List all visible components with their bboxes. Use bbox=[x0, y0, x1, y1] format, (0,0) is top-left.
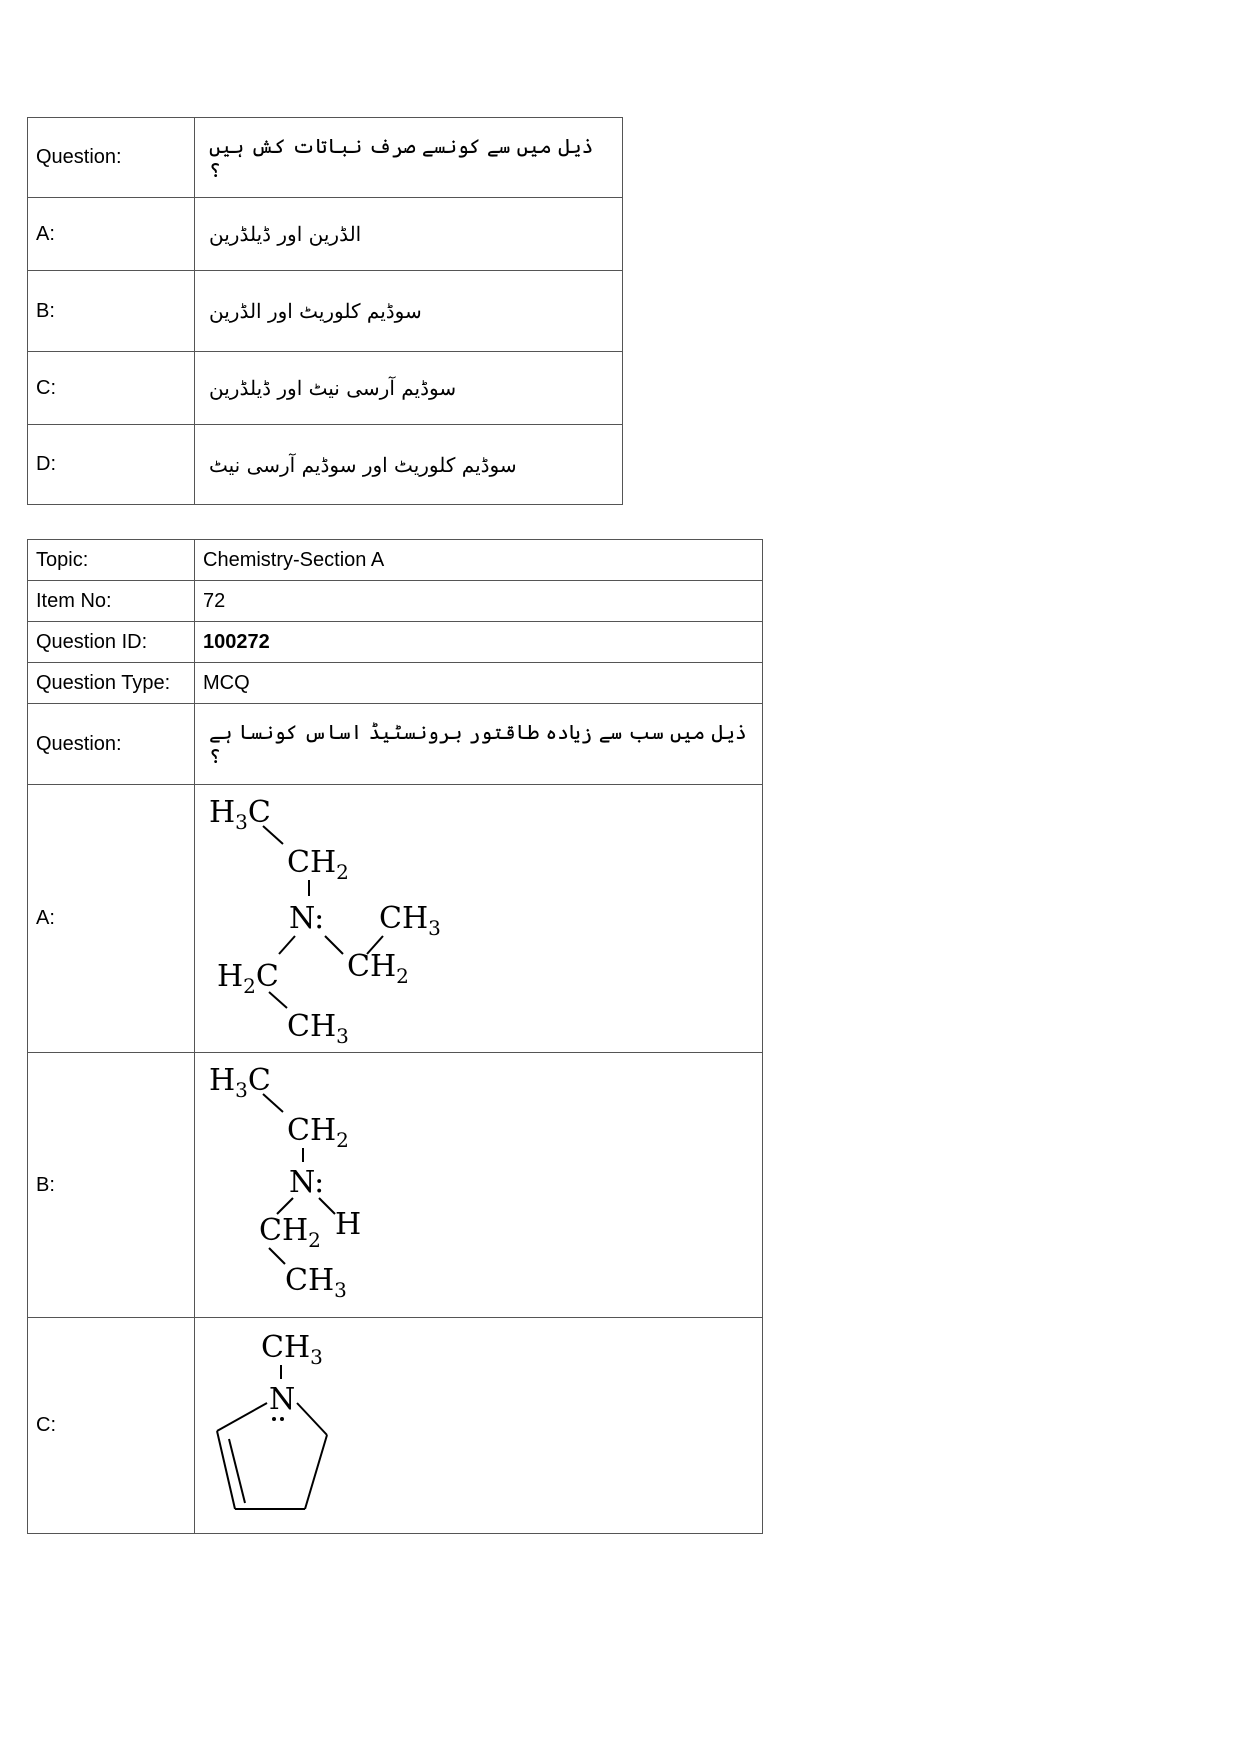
bond-line bbox=[279, 936, 295, 954]
bond-line bbox=[325, 936, 343, 954]
question-type-value: MCQ bbox=[195, 663, 763, 704]
previous-option-c-label: C: bbox=[28, 352, 195, 425]
bond-line bbox=[217, 1403, 267, 1431]
atom-h2c-left: $H_2C$ bbox=[217, 958, 279, 998]
atom-ch3: $CH_3$ bbox=[261, 1329, 323, 1369]
previous-question-table bbox=[27, 117, 623, 505]
lone-pair-dot bbox=[272, 1417, 276, 1421]
topic-row bbox=[28, 540, 763, 581]
bond-line bbox=[319, 1198, 335, 1214]
bond-line bbox=[269, 992, 287, 1008]
question-type-label: Question Type: bbox=[28, 663, 195, 704]
atom-ch2-right: $CH_2$ bbox=[347, 948, 409, 988]
previous-question-text: ذیل میں سے کونسے صرف نباتات کش ہیں ؟ bbox=[195, 118, 623, 198]
atom-n: N: bbox=[289, 900, 325, 936]
question-item-table bbox=[27, 539, 763, 1534]
option-c-structure-cell bbox=[195, 1318, 763, 1534]
previous-option-b-text: سوڈیم کلوریٹ اور الڈرین bbox=[195, 271, 623, 352]
topic-value: Chemistry-Section A bbox=[195, 540, 763, 581]
topic-label: Topic: bbox=[28, 540, 195, 581]
atom-ch3-right: $CH_3$ bbox=[379, 900, 441, 940]
question-row bbox=[28, 704, 763, 785]
question-id-row bbox=[28, 622, 763, 663]
option-a-structure bbox=[201, 790, 501, 1048]
previous-option-a-row bbox=[28, 198, 623, 271]
option-b-structure bbox=[201, 1058, 501, 1313]
previous-option-d-label: D: bbox=[28, 425, 195, 505]
previous-option-b-row bbox=[28, 271, 623, 352]
atom-ch3-bottom: $CH_3$ bbox=[285, 1262, 347, 1302]
bond-line bbox=[277, 1198, 293, 1214]
bond-line bbox=[263, 1094, 283, 1112]
atom-h3c: $H_3C$ bbox=[209, 794, 271, 834]
previous-option-c-row bbox=[28, 352, 623, 425]
atom-n: N bbox=[269, 1381, 296, 1417]
item-no-label: Item No: bbox=[28, 581, 195, 622]
bond-line bbox=[263, 826, 283, 844]
previous-option-a-label: A: bbox=[28, 198, 195, 271]
atom-ch2-top: $CH_2$ bbox=[287, 1112, 349, 1152]
question-type-row bbox=[28, 663, 763, 704]
item-no-row bbox=[28, 581, 763, 622]
atom-ch2-bottom: $CH_2$ bbox=[259, 1212, 321, 1252]
previous-option-c-text: سوڈیم آرسی نیٹ اور ڈیلڈرین bbox=[195, 352, 623, 425]
option-b-row bbox=[28, 1053, 763, 1318]
atom-h3c: $H_3C$ bbox=[209, 1062, 271, 1102]
previous-question-row bbox=[28, 118, 623, 198]
option-a-row bbox=[28, 785, 763, 1053]
atom-h: H bbox=[335, 1206, 362, 1242]
atom-ch3-bottom: $CH_3$ bbox=[287, 1008, 349, 1048]
option-a-structure-cell bbox=[195, 785, 763, 1053]
question-id-label: Question ID: bbox=[28, 622, 195, 663]
option-c-label: C: bbox=[28, 1318, 195, 1534]
option-b-structure-cell bbox=[195, 1053, 763, 1318]
previous-option-d-text: سوڈیم کلوریٹ اور سوڈیم آرسی نیٹ bbox=[195, 425, 623, 505]
bond-line bbox=[269, 1248, 285, 1264]
bond-line bbox=[217, 1431, 235, 1509]
option-c-row bbox=[28, 1318, 763, 1534]
question-label: Question: bbox=[28, 704, 195, 785]
option-a-label: A: bbox=[28, 785, 195, 1053]
question-id-value: 100272 bbox=[195, 622, 763, 663]
atom-ch2-top: $CH_2$ bbox=[287, 844, 349, 884]
option-c-structure bbox=[201, 1323, 501, 1529]
previous-option-d-row bbox=[28, 425, 623, 505]
lone-pair-dot bbox=[280, 1417, 284, 1421]
option-b-label: B: bbox=[28, 1053, 195, 1318]
atom-n: N: bbox=[289, 1164, 325, 1200]
previous-question-label: Question: bbox=[28, 118, 195, 198]
previous-option-a-text: الڈرین اور ڈیلڈرین bbox=[195, 198, 623, 271]
bond-line bbox=[305, 1435, 327, 1509]
item-no-value: 72 bbox=[195, 581, 763, 622]
previous-option-b-label: B: bbox=[28, 271, 195, 352]
question-text: ذیل میں سب سے زیادہ طاقتور برونسٹیڈ اساس کونسا ہے ؟ bbox=[195, 704, 763, 785]
bond-line bbox=[297, 1403, 327, 1435]
